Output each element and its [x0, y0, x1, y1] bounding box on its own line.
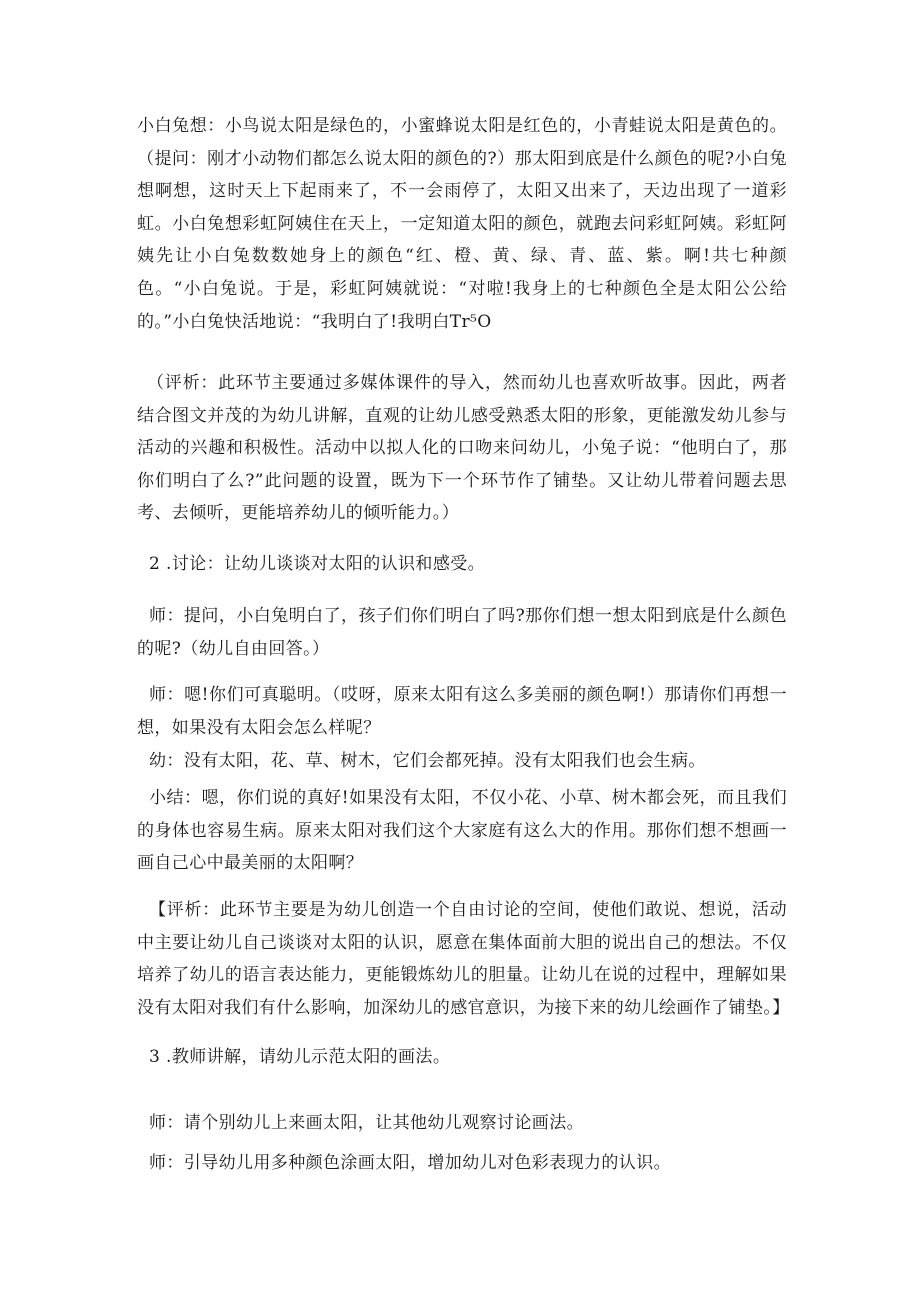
section-heading-3: 3 .教师讲解，请幼儿示范太阳的画法。 — [149, 1047, 451, 1067]
teacher-dialogue-1: 师：提问，小白兔明白了，孩子们你们明白了吗?那你们想一想太阳到底是什么颜色的呢?（幼儿自由回答。） — [137, 606, 787, 659]
teacher-dialogue-3: 师：请个别幼儿上来画太阳，让其他幼儿观察讨论画法。 — [149, 1113, 584, 1133]
evaluation-paragraph-2: 【评析：此环节主要是为幼儿创造一个自由讨论的空间，使他们敢说、想说，活动中主要让幼儿自己谈谈对太阳的认识，愿意在集体面前大胆的说出自己的想法。不仅培养了幼儿的语言表达能力，更能锻炼幼儿的胆量。让幼儿在说的过程中，理解如果没有太阳对我们有什么影响，加深幼儿的感官意识，为接下来的幼儿绘画作了铺垫。】 — [137, 900, 790, 1018]
child-dialogue-1: 幼：没有太阳，花、草、树木，它们会都死掉。没有太阳我们也会生病。 — [149, 751, 706, 771]
teacher-dialogue-4: 师：引导幼儿用多种颜色涂画太阳，增加幼儿对色彩表现力的认识。 — [149, 1153, 671, 1173]
teacher-dialogue-2: 师：嗯!你们可真聪明。（哎呀，原来太阳有这么多美丽的颜色啊!）那请你们再想一想，如果没有太阳会怎么样呢？ — [137, 685, 787, 738]
section-heading-2: 2 .讨论：让幼儿谈谈对太阳的认识和感受。 — [149, 554, 486, 574]
evaluation-paragraph-1: （评析：此环节主要通过多媒体课件的导入，然而幼儿也喜欢听故事。因此，两者结合图文并茂的为幼儿讲解，直观的让幼儿感受熟悉太阳的形象，更能激发幼儿参与活动的兴趣和积极性。活动中以拟人化的口吻来问幼儿，小兔子说：“他明白了，那你们明白了么?”此问题的设置，既为下一个环节作了铺垫。又让幼儿带着问题去思考、去倾听，更能培养幼儿的倾听能力。） — [137, 373, 787, 524]
story-narrative-paragraph: 小白兔想：小鸟说太阳是绿色的，小蜜蜂说太阳是红色的，小青蛙说太阳是黄色的。（提问：刚才小动物们都怎么说太阳的颜色的?）那太阳到底是什么颜色的呢?小白兔想啊想，这时天上下起雨来了，不一会雨停了，太阳又出来了，天边出现了一道彩虹。小白兔想彩虹阿姨住在天上，一定知道太阳的颜色，就跑去问彩虹阿姨。彩虹阿姨先让小白兔数数她身上的颜色“红、橙、黄、绿、青、蓝、紫。啊!共七种颜色。“小白兔说。于是，彩虹阿姨就说：“对啦!我身上的七种颜色全是太阳公公给的。”小白兔快活地说：“我明白了!我明白Tr⁵O — [137, 116, 787, 332]
summary-paragraph: 小结：嗯，你们说的真好!如果没有太阳，不仅小花、小草、树木都会死，而且我们的身体也容易生病。原来太阳对我们这个大家庭有这么大的作用。那你们想不想画一画自己心中最美丽的太阳啊？ — [137, 788, 787, 874]
